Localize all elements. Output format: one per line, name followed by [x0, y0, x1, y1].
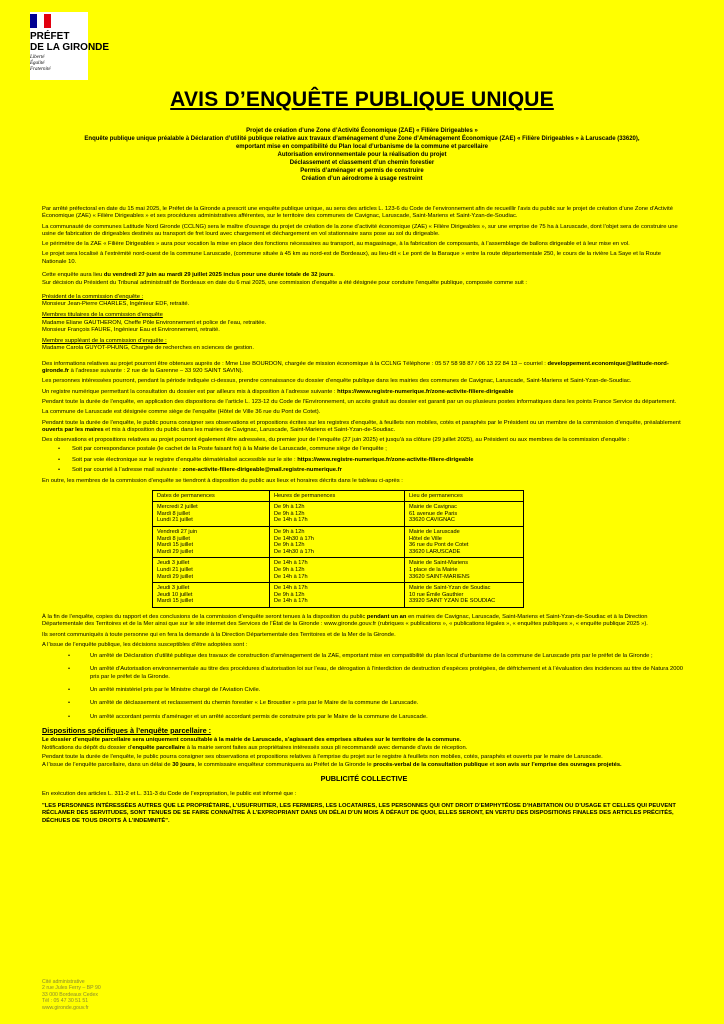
submission-channels [42, 446, 686, 474]
table-row: Jeudi 3 juillet Jeudi 10 juillet Mardi 15 juillet De 14h à 17h De 9h à 12h De 14h à 17h Mairie de Saint-Yzan de Soudiac 10 rue Émile Gauthier 33920 SAINT YZAN DE SOUDIAC [153, 583, 524, 608]
logo-title: PRÉFET DE LA GIRONDE [30, 31, 110, 53]
table-header: Dates de permanences [153, 490, 270, 502]
table-header: Heures de permanences [270, 490, 405, 502]
decision-item: • Un arrêté accordant permis d’aménager et un arrêté accordant permis de construire pris par le Maire de la commune de Laruscade. [90, 714, 686, 721]
decision-item: • Un arrêté de Déclaration d’utilité publique des travaux de construction d’aménagement de la ZAE, emportant mise en compatibilité du plan local d’urbanisme de la commune de Laruscade pris par le préfet de la Gironde ; [90, 653, 686, 660]
intro-paragraph: Le projet sera localisé à l’extrémité nord-ouest de la commune Laruscade, (commune située à 45 km au nord-est de Bordeaux), au lieu-dit « Le pont de la Baraque » entre la route départementale 250, le cours de la rivière La Saye et la Route Nationale 10. [42, 251, 662, 265]
info-contact: Des informations relatives au projet pourront être obtenues auprès de : Mme Lise BOURDON, chargée de mission économique à la CCLNG Téléphone : 05 57 58 98 87 / 06 13 22 84 13 – courriel : developpement.economique@latitude-nord-gironde.fr à l’adresse suivante : 2 rue de la Garenne – 33 920 SAINT SAVIN). [42, 360, 669, 375]
decision-item: • Un arrêté de déclassement et reclassement du chemin forestier « Le Broustier » pris par le Maire de la commune de Laruscade. [90, 700, 686, 707]
parcellaire-paragraph: Pendant toute la durée de l’enquête, le public pourra consigner ses observations et propositions relatives à l’emprise du projet sur le registre à feuillets non mobiles, cotés, paraphés et ouverts par le maire de Laruscade. [42, 753, 603, 760]
info-paragraph: Des observations et propositions relatives au projet pourront également être adressées, du premier jour de l’enquête (27 juin 2025) et jusqu’à sa clôture (29 juillet 2025), au Président ou aux membres de la commission d’enquête : [42, 437, 630, 444]
tribunal-decision: Sur décision du Président du Tribunal administratif de Bordeaux en date du 6 mai 2025, une commission d’enquête a été désignée pour conduire l’enquête publique, composée comme suit : [42, 280, 527, 287]
channel-item: • Soit par voie électronique sur le registre d’enquête dématérialisé accessible sur le site : https://www.registre-numerique.fr/zone-activite-filiere-dirigeable [72, 457, 686, 464]
table-row: Vendredi 27 juin Mardi 8 juillet Mardi 15 juillet Mardi 29 juillet De 9h à 12h De 14h30 à 17h De 9h à 12h De 14h30 à 17h Mairie de Laruscade Hôtel de Ville 36 rue du Pont de Cotet 33620 LARUSCADE [153, 526, 524, 557]
contact-email-link[interactable]: developpement.economique@latitude-nord-gironde.fr [42, 360, 669, 375]
table-intro: En outre, les membres de la commission d’enquête se tiendront à disposition du public aux lieux et horaires décrits dans le tableau ci-après : [42, 478, 403, 485]
after-paragraph: Ils seront communiqués à toute personne qui en fera la demande à la Direction Départementale des Territoires et de la Mer de la Gironde. [42, 631, 396, 638]
info-paragraph: Les personnes intéressées pourront, pendant la période indiquée ci-dessus, prendre connaissance du dossier d’enquête publique dans les mairies des communes de Cavignac, Laruscade, Saint-Mariens et Saint-Yzan-de-Soudiac. [42, 378, 632, 385]
info-paragraph: Pendant toute la durée de l’enquête, en application des dispositions de l’article L. 123-12 du Code de l’Environnement, un accès gratuit au dossier est garanti par un ou plusieurs postes informatiques dans les points France Service du département. [42, 398, 677, 405]
logo-motto: Liberté Égalité Fraternité [30, 55, 51, 72]
publicite-caps-paragraph: "LES PERSONNES INTÉRESSÉES AUTRES QUE LE PROPRIÉTAIRE, L’USUFRUITIER, LES FERMIERS, LES LOCATAIRES, LES PERSONNES QUI ONT DROIT D’EMPHYTÉOSE D’HABITATION OU D’USAGE ET CELLES QUI PEUVENT RÉCLAMER DES SERVITUDES, SONT TENUES DE SE FAIRE CONNAÎTRE À L’EXPROPRIANT DANS UN DÉLAI D’UN MOIS À DÉFAUT DE QUOI, ELLES SERONT, EN VERTU DES DISPOSITIONS FINALES DES ARTICLES PRÉCITÉS, DÉCHUES DE TOUS DROITS À L’INDEMNITÉ". [42, 802, 676, 824]
prefecture-logo [30, 12, 110, 80]
commission-composition: Président de la commission d’enquête : Monsieur Jean-Pierre CHARLES, Ingénieur EDF, retraité. Membres titulaires de la commission d’enquête Madame Eliane GAUTHERON, Cheffe Pôle Environnement et police de l’eau, retraitée. Monsieur François FAURE, Ingénieur Eau et Environnement, retraité. Membre suppléant de la commission d’enquête : Madame Carola GUYOT-PHUNG, Chargée de recherches en sciences de gestion. [42, 293, 267, 352]
table-row: Jeudi 3 juillet Lundi 21 juillet Mardi 29 juillet De 14h à 17h De 9h à 12h De 14h à 17h Mairie de Saint-Mariens 1 place de la Mairie 33620 SAINT-MARIENS [153, 558, 524, 583]
channel-item: • Soit par correspondance postale (le cachet de la Poste faisant foi) à la Mairie de Laruscade, commune siège de l’enquête ; [72, 446, 686, 453]
parcellaire-paragraph: Notifications du dépôt du dossier d’enquête parcellaire à la mairie seront faites aux propriétaires intéressés sous pli recommandé avec demande d’avis de réception. [42, 745, 468, 752]
project-subtitle: Projet de création d’une Zone d’Activité Économique (ZAE) « Filière Dirigeables » Enquête publique unique préalable à Déclaration d’utilité publique relative aux travaux d’aménagement d’une Zone d’Aménagement Économique (ZAE) « Filière Dirigeables » à Laruscade (33620), emportant mise en compatibilité du Plan local d’urbanisme de la commune et parcellaire Autorisation environnementale pour la réalisation du projet Déclassement et classement d’un chemin forestier Permis d’aménager et permis de construire Création d’un aérodrome à usage restreint [84, 128, 640, 182]
intro-paragraph: Par arrêté préfectoral en date du 15 mai 2025, le Préfet de la Gironde a prescrit une enquête publique unique, au sens des articles L. 123-6 du Code de l’environnement afin de recueillir l’avis du public sur le projet de création d’une Zone d’Activité Économique (ZAE) « Filière Dirigeables » et ses procédures administratives afférentes, sur le territoire des communes de Cavignac, Laruscade, Saint-Mariens et Saint-Yzan-de-Soudiac. [42, 206, 673, 220]
intro-paragraph: La communauté de communes Latitude Nord Gironde (CCLNG) sera le maître d’ouvrage du projet de création de la zone d’activité économique (ZAE) « Filière Dirigeables », sur une emprise de 75 ha à Laruscade, dont l’objet sera de construire une usine de fabrication de dirigeables destinés au transport de fret lourd avec chargement et déchargement en vol stationnaire sans pose au sol du dirigeable. [42, 223, 678, 237]
parcellaire-title: Dispositions spécifiques à l’enquête parcellaire : [42, 725, 212, 735]
table-header-row [153, 490, 524, 502]
channel-item: • Soit par courriel à l’adresse mail suivante : zone-activite-filiere-dirigeable@mail.registre-numerique.fr [72, 467, 686, 474]
info-paragraph: La commune de Laruscade est désignée comme siège de l’enquête (Hôtel de Ville 36 rue du Pont de Cotet). [42, 409, 321, 416]
registry-link[interactable]: https://www.registre-numerique.fr/zone-activite-filiere-dirigeable [337, 388, 514, 395]
parcellaire-paragraph: Le dossier d’enquête parcellaire sera uniquement consultable à la mairie de Laruscade, s’agissant des emprises situées sur le territoire de la commune. [42, 737, 462, 744]
decisions-list [42, 653, 686, 721]
intro-paragraph: Le périmètre de la ZAE « Filière Dirigeables » aura pour vocation la mise en place des fonctions nécessaires au transport, au magasinage, à la fabrication de composants, à l’assemblage de ballons dirigeable et à leur mise en vol. [42, 241, 630, 248]
french-flag-icon [30, 14, 52, 28]
info-registry: Un registre numérique permettant la consultation du dossier est par ailleurs mis à disposition à l’adresse suivante : https://www.registre-numerique.fr/zone-activite-filiere-dirigeable [42, 388, 514, 395]
publicite-title: PUBLICITÉ COLLECTIVE [320, 774, 408, 784]
permanences-table [152, 490, 524, 608]
registry-link[interactable]: https://www.registre-numerique.fr/zone-activite-filiere-dirigeable [297, 456, 474, 463]
after-paragraph: A l’issue de l’enquête publique, les décisions susceptibles d’être adoptées sont : [42, 641, 248, 648]
table-row: Mercredi 2 juillet Mardi 8 juillet Lundi 21 juillet De 9h à 12h De 9h à 12h De 14h à 17h Mairie de Cavignac 61 avenue de Paris 33620 CAVIGNAC [153, 502, 524, 527]
footer-website-link[interactable]: www.gironde.gouv.fr [42, 1004, 89, 1011]
footer-address: Cité administrative 2 rue Jules Ferry – BP 90 33 000 Bordeaux Cedex Tél : 05 47 30 51 51 www.gironde.gouv.fr [42, 979, 101, 1011]
decision-item: • Un arrêté d’Autorisation environnementale au titre des procédures d’autorisation loi sur l’eau, de dérogation à l’interdiction de destruction d’espèces protégées, de défrichement et à l’évaluation des incidences au titre de Natura 2000 pris par le préfet de la Gironde. [90, 666, 686, 681]
after-paragraph: À la fin de l’enquête, copies du rapport et des conclusions de la commission d’enquête seront tenues à la disposition du public pendant un an en mairies de Cavignac, Laruscade, Saint-Mariens et Saint-Yzan-de-Soudiac et à la Direction Départementale des Territoires et de la Mer ainsi que sur le site internet des Services de l’État de la Gironde : www.gironde.gouv.fr (rubriques « publications », « publications légales », « enquêtes publiques », « enquête publique 2025 »). [42, 613, 648, 628]
notice-body [42, 206, 686, 828]
registry-email-link[interactable]: zone-activite-filiere-dirigeable@mail.registre-numerique.fr [182, 467, 342, 474]
decision-item: • Un arrêté ministériel pris par le Ministre chargé de l’Aviation Civile. [90, 687, 686, 694]
publicite-paragraph: En exécution des articles L. 311-2 et L. 311-3 du Code de l’expropriation, le public est informé que : [42, 790, 297, 797]
parcellaire-paragraph: A l’issue de l’enquête parcellaire, dans un délai de 30 jours, le commissaire enquêteur communiquera au Préfet de la Gironde le procès-verbal de la consultation publique et son avis sur l’emprise des ouvrages projetés. [42, 762, 622, 769]
inquiry-dates: Cette enquête aura lieu du vendredi 27 juin au mardi 29 juillet 2025 inclus pour une durée totale de 32 jours. [42, 272, 335, 279]
info-paragraph: Pendant toute la durée de l’enquête, le public pourra consigner ses observations et propositions écrites sur les registres d’enquête, à feuillets non mobiles, cotés et paraphés par le Président ou un membre de la commission d’enquête, préalablement ouverts par les maires et mis à disposition du public dans les mairies de Cavignac, Laruscade, Saint-Mariens et Saint-Yzan-de-Soudiac. [42, 419, 681, 433]
page-title: AVIS D’ENQUÊTE PUBLIQUE UNIQUE [170, 88, 554, 111]
table-header: Lieu de permanences [405, 490, 524, 502]
